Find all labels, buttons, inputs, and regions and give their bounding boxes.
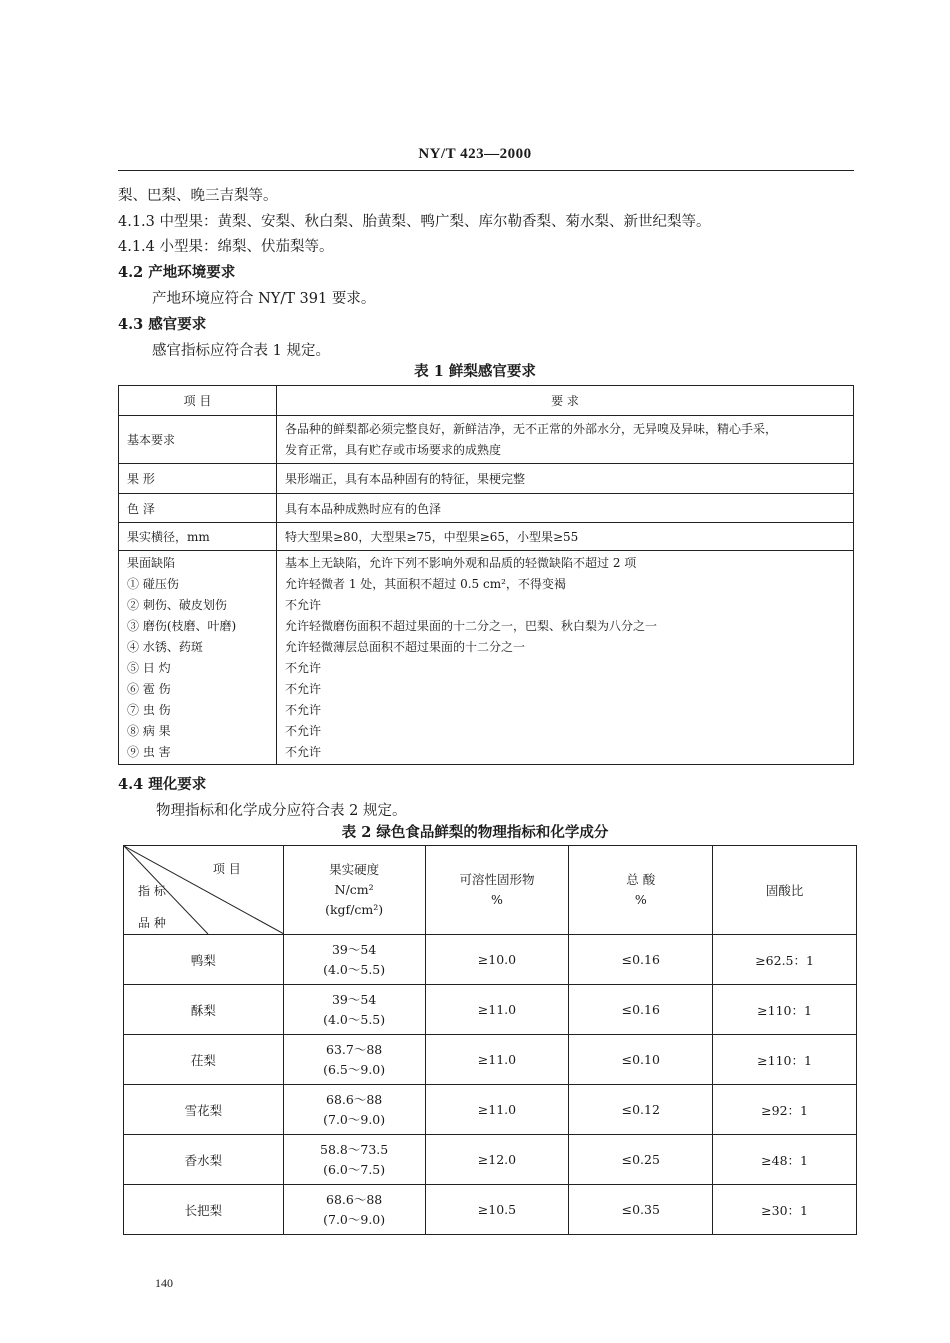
section-4-4-title: 4.4 理化要求 — [118, 776, 207, 793]
hardness-cell — [283, 985, 425, 1035]
acid-cell: ≤0.25 — [569, 1135, 713, 1185]
table1-req: 特大型果≥80，大型果≥75，中型果≥65，小型果≥55 — [277, 523, 854, 551]
hardness-kgf: (7.0～9.0) — [323, 1111, 386, 1127]
defect-item: ⑤ 日 灼 — [127, 660, 171, 675]
table2-header-ratio: 固酸比 — [713, 846, 857, 935]
table1-defects-reqs — [277, 551, 854, 765]
hardness-cell — [283, 1085, 425, 1135]
table-row — [119, 416, 854, 464]
hardness-value: 68.6～88 — [326, 1091, 383, 1107]
diag-bottom-label: 品 种 — [138, 916, 166, 930]
defect-item: ⑨ 虫 害 — [127, 744, 171, 759]
variety-name: 香水梨 — [124, 1135, 284, 1185]
header-line: % — [491, 892, 503, 907]
hardness-kgf: (6.5～9.0) — [323, 1061, 386, 1077]
table-row — [124, 1135, 857, 1185]
defect-item: ② 刺伤、破皮划伤 — [127, 597, 227, 612]
table-row — [119, 464, 854, 494]
ratio-cell: ≥48：1 — [713, 1135, 857, 1185]
defect-item: ④ 水锈、药斑 — [127, 639, 203, 654]
defect-item: ⑦ 虫 伤 — [127, 702, 171, 717]
variety-name: 茌梨 — [124, 1035, 284, 1085]
ratio-cell: ≥110：1 — [713, 1035, 857, 1085]
table1-item: 果实横径，mm — [119, 523, 277, 551]
section-4-2-text: 产地环境应符合 NY/T 391 要求。 — [152, 291, 376, 307]
hardness-cell — [283, 1035, 425, 1085]
table1-header-item: 项 目 — [119, 386, 277, 416]
defect-req: 不允许 — [285, 723, 322, 738]
table2-header-acid — [569, 846, 713, 935]
diag-top-label: 项 目 — [212, 862, 241, 876]
defect-req: 允许轻微者 1 处，其面积不超过 0.5 cm²，不得变褐 — [285, 576, 566, 591]
hardness-value: 39～54 — [331, 991, 377, 1007]
defect-req: 不允许 — [285, 702, 322, 717]
defect-req: 不允许 — [285, 660, 322, 675]
hardness-value: 58.8～73.5 — [320, 1141, 389, 1157]
variety-name: 酥梨 — [124, 985, 284, 1035]
header-line: N/cm² — [334, 882, 374, 897]
table1-header-row — [119, 386, 854, 416]
solids-cell: ≥10.0 — [425, 935, 569, 985]
hardness-cell — [283, 935, 425, 985]
hardness-kgf: (7.0～9.0) — [323, 1211, 386, 1227]
table1-defects-items — [119, 551, 277, 765]
table-row — [124, 985, 857, 1035]
table2-diagonal-header — [124, 846, 284, 935]
acid-cell: ≤0.16 — [569, 935, 713, 985]
variety-name: 雪花梨 — [124, 1085, 284, 1135]
text-line: 梨、巴梨、晚三吉梨等。 — [118, 188, 278, 204]
table2-header-row — [124, 846, 857, 935]
table2-header-hardness — [283, 846, 425, 935]
page-number: 140 — [155, 1276, 173, 1290]
acid-cell: ≤0.12 — [569, 1085, 713, 1135]
hardness-value: 68.6～88 — [326, 1191, 383, 1207]
table1-item: 色 泽 — [119, 494, 277, 523]
defect-req: 不允许 — [285, 744, 322, 759]
table-row — [119, 494, 854, 523]
defect-req: 允许轻微磨伤面积不超过果面的十二分之一，巴梨、秋白梨为八分之一 — [285, 618, 658, 633]
solids-cell: ≥11.0 — [425, 985, 569, 1035]
acid-cell: ≤0.16 — [569, 985, 713, 1035]
clause-4-1-4: 4.1.4 小型果：绵梨、伏茄梨等。 — [118, 239, 334, 255]
table1-item: 果 形 — [119, 464, 277, 494]
table1-caption: 表 1 鲜梨感官要求 — [414, 363, 536, 380]
hardness-value: 63.7～88 — [326, 1041, 383, 1057]
table-row — [124, 1185, 857, 1235]
section-4-4-text: 物理指标和化学成分应符合表 2 规定。 — [156, 803, 407, 819]
table-row — [119, 523, 854, 551]
hardness-kgf: (4.0～5.5) — [323, 1011, 386, 1027]
defect-item: ⑧ 病 果 — [127, 723, 171, 738]
ratio-cell: ≥30：1 — [713, 1185, 857, 1235]
table2 — [123, 845, 857, 1235]
clause-4-1-3: 4.1.3 中型果：黄梨、安梨、秋白梨、胎黄梨、鸭广梨、库尔勒香梨、菊水梨、新世纪梨等。 — [118, 214, 711, 230]
table1 — [118, 385, 854, 765]
hardness-cell — [283, 1135, 425, 1185]
ratio-cell: ≥92：1 — [713, 1085, 857, 1135]
table-row — [124, 935, 857, 985]
defect-req: 不允许 — [285, 681, 322, 696]
acid-cell: ≤0.10 — [569, 1035, 713, 1085]
variety-name: 长把梨 — [124, 1185, 284, 1235]
defect-req: 不允许 — [285, 597, 322, 612]
solids-cell: ≥11.0 — [425, 1085, 569, 1135]
defect-item: ③ 磨伤(枝磨、叶磨) — [127, 618, 237, 633]
defect-req: 基本上无缺陷，允许下列不影响外观和品质的轻微缺陷不超过 2 项 — [285, 555, 637, 570]
hardness-kgf: (6.0～7.5) — [323, 1161, 386, 1177]
table1-defects-row — [119, 551, 854, 765]
table1-req: 具有本品种成熟时应有的色泽 — [277, 494, 854, 523]
header-line: % — [634, 892, 647, 907]
req-line: 各品种的鲜梨都必须完整良好，新鲜洁净，无不正常的外部水分，无异嗅及异味，精心手采， — [285, 421, 778, 436]
hardness-value: 39～54 — [331, 941, 377, 957]
hardness-cell — [283, 1185, 425, 1235]
diag-mid-label: 指 标 — [138, 884, 166, 898]
header-line: 总 酸 — [626, 872, 656, 887]
table1-req: 果形端正，具有本品种固有的特征，果梗完整 — [277, 464, 854, 494]
section-4-3-text: 感官指标应符合表 1 规定。 — [152, 343, 330, 359]
solids-cell: ≥10.5 — [425, 1185, 569, 1235]
table-row — [124, 1035, 857, 1085]
defect-item: 果面缺陷 — [127, 555, 176, 570]
solids-cell: ≥11.0 — [425, 1035, 569, 1085]
hardness-kgf: (4.0～5.5) — [323, 961, 386, 977]
req-line: 发育正常，具有贮存或市场要求的成熟度 — [285, 442, 502, 457]
header-line: (kgf/cm²) — [325, 902, 384, 917]
table1-header-req: 要 求 — [277, 386, 854, 416]
ratio-cell: ≥110：1 — [713, 985, 857, 1035]
table-row — [124, 1085, 857, 1135]
page-header: NY/T 423—2000 — [418, 146, 532, 162]
ratio-cell: ≥62.5：1 — [713, 935, 857, 985]
table2-caption: 表 2 绿色食品鲜梨的物理指标和化学成分 — [341, 824, 609, 841]
defect-item: ⑥ 雹 伤 — [127, 681, 171, 696]
header-line: 果实硬度 — [329, 862, 380, 877]
solids-cell: ≥12.0 — [425, 1135, 569, 1185]
header-rule — [118, 170, 854, 171]
defect-req: 允许轻微薄层总面积不超过果面的十二分之一 — [285, 639, 526, 654]
section-4-2-title: 4.2 产地环境要求 — [118, 264, 236, 281]
header-line: 可溶性固形物 — [459, 872, 535, 887]
table1-req — [277, 416, 854, 464]
acid-cell: ≤0.35 — [569, 1185, 713, 1235]
table1-item: 基本要求 — [119, 416, 277, 464]
defect-item: ① 碰压伤 — [127, 576, 179, 591]
table2-header-solids — [425, 846, 569, 935]
variety-name: 鸭梨 — [124, 935, 284, 985]
section-4-3-title: 4.3 感官要求 — [118, 316, 207, 333]
